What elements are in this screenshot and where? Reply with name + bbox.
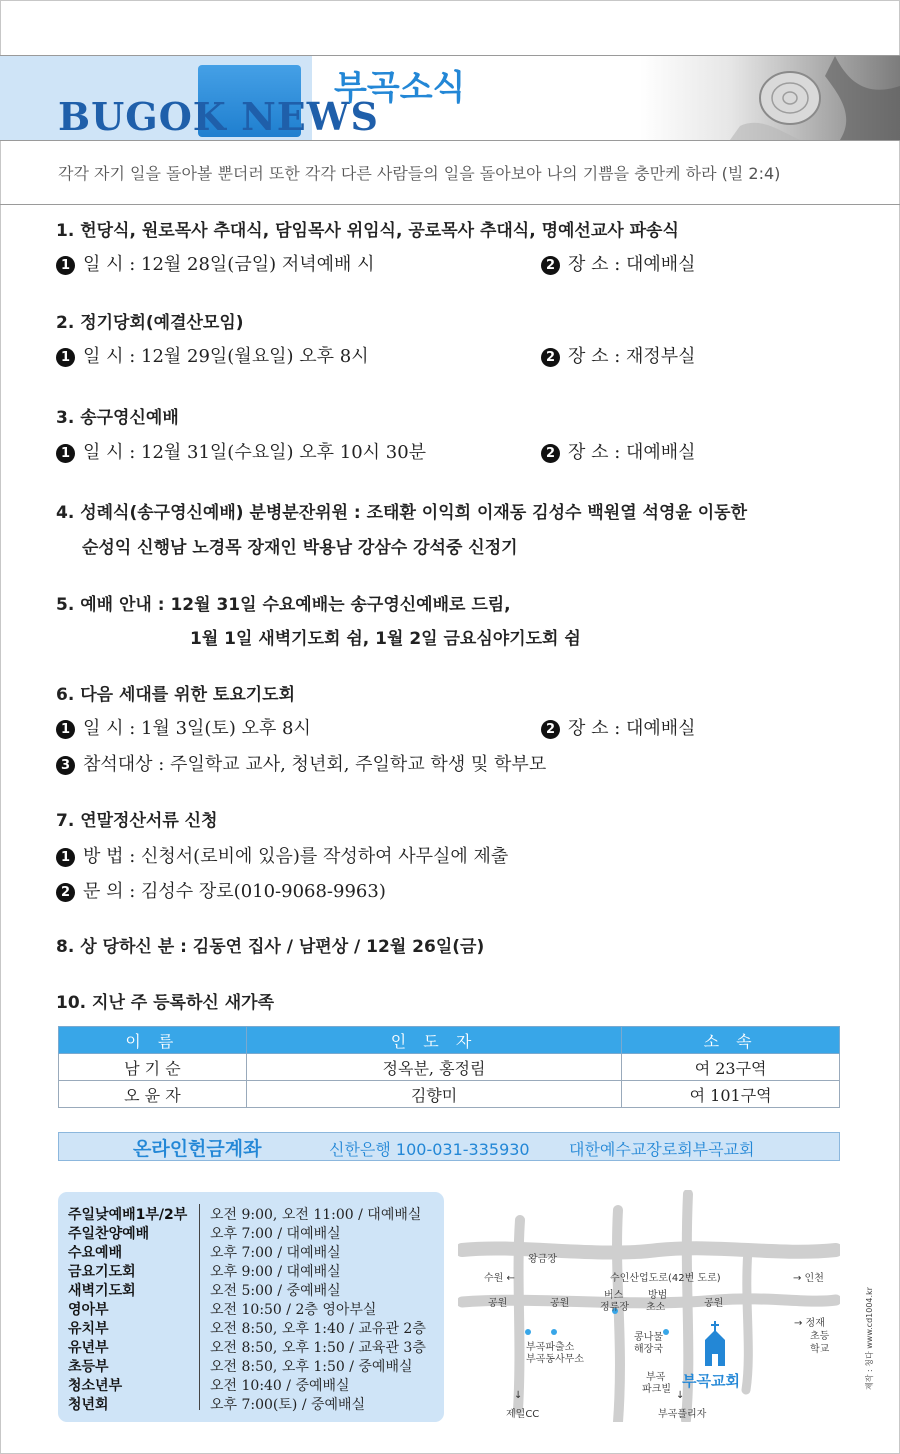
- notice-3-title: 3. 송구영신예배: [56, 408, 179, 428]
- notice-7-method-text: 방 법 : 신청서(로비에 있음)를 작성하여 사무실에 제출: [83, 846, 509, 867]
- header-divider: [0, 204, 900, 205]
- notice-3-time: [56, 438, 426, 464]
- marker-1: 1: [56, 444, 75, 463]
- schedule-value: 오전 8:50, 오후 1:40 / 교유관 2층: [210, 1321, 426, 1337]
- schedule-label: 주일찬양예배: [68, 1226, 150, 1242]
- header-photo: [640, 56, 900, 140]
- notice-4-line-1: 4. 성례식(송구영신예배) 분병분잔위원 : 조태환 이익희 이재동 김성수 백원열 석영윤 이동한: [56, 503, 747, 523]
- map-label-elementary: 초등: [810, 1331, 830, 1342]
- header-name: 이 름: [59, 1027, 247, 1054]
- map-label-bus: 버스: [604, 1290, 624, 1301]
- marker-3: 3: [56, 756, 75, 775]
- map-arrow-jeil: ↓: [514, 1390, 523, 1401]
- map-label-parkville: 파크빌: [642, 1384, 671, 1395]
- schedule-value: 오전 10:40 / 중예배실: [210, 1378, 350, 1394]
- marker-2: 2: [541, 256, 560, 275]
- notice-2-place: [541, 342, 696, 368]
- schedule-label: 초등부: [68, 1359, 109, 1375]
- map-label-police-box-2: 초소: [646, 1302, 666, 1313]
- notice-6-time: [56, 714, 311, 740]
- table-row: [59, 1054, 840, 1081]
- marker-1: 1: [56, 848, 75, 867]
- cell-guide: 정옥분, 홍정림: [246, 1054, 621, 1081]
- schedule-label: 주일낮예배1부/2부: [68, 1207, 188, 1223]
- schedule-divider: [199, 1204, 200, 1410]
- cell-group: 여 101구역: [622, 1081, 840, 1108]
- credit-text: 제작 : 청다 www.cd1004.kr: [865, 1287, 874, 1390]
- header-guide: 인 도 자: [246, 1027, 621, 1054]
- worship-schedule: [58, 1192, 444, 1422]
- notice-7-title: 7. 연말정산서류 신청: [56, 811, 218, 831]
- schedule-label: 청소년부: [68, 1378, 123, 1394]
- map-label-wanggeumjang: 왕금장: [528, 1254, 557, 1265]
- schedule-value: 오후 9:00 / 대예배실: [210, 1264, 341, 1280]
- notice-1-time: [56, 250, 375, 276]
- notice-6-place: [541, 714, 696, 740]
- map-label-jeil-cc: 제일CC: [506, 1409, 540, 1420]
- schedule-label: 수요예배: [68, 1245, 123, 1261]
- map-label-bugok: 부곡: [646, 1372, 666, 1383]
- marker-2: 2: [541, 444, 560, 463]
- map-label-haejangguk: 해장국: [634, 1344, 663, 1355]
- table-header-row: [59, 1027, 840, 1054]
- cell-guide: 김향미: [246, 1081, 621, 1108]
- marker-2: 2: [541, 720, 560, 739]
- map-label-road: 수인산업도로(42번 도로): [610, 1273, 721, 1284]
- notice-2-time-text: 일 시 : 12월 29일(월요일) 오후 8시: [83, 346, 369, 367]
- notice-3-place-text: 장 소 : 대예배실: [568, 442, 696, 463]
- notice-1-place: [541, 250, 696, 276]
- map-label-incheon: → 인천: [793, 1273, 824, 1284]
- notice-2-place-text: 장 소 : 재정부실: [568, 346, 696, 367]
- new-family-table: [58, 1026, 840, 1108]
- notice-3-time-text: 일 시 : 12월 31일(수요일) 오후 10시 30분: [83, 442, 427, 463]
- bugok-news-logo: BUGOK NEWS: [58, 94, 379, 139]
- map-label-park: 공원: [488, 1298, 508, 1309]
- banner-account-holder: 대한예수교장로회부곡교회: [569, 1140, 755, 1159]
- schedule-label: 청년회: [68, 1397, 109, 1413]
- map-label-jeongjae: → 정재: [794, 1318, 825, 1329]
- schedule-label: 금요기도회: [68, 1264, 136, 1280]
- schedule-value: 오전 9:00, 오전 11:00 / 대예배실: [210, 1207, 422, 1223]
- notice-6-target-text: 참석대상 : 주일학교 교사, 청년회, 주일학교 학생 및 학부모: [83, 754, 547, 775]
- notice-6-place-text: 장 소 : 대예배실: [568, 718, 696, 739]
- map-label-park: 공원: [704, 1298, 724, 1309]
- table-row: [59, 1081, 840, 1108]
- notice-2-title: 2. 정기당회(예결산모임): [56, 313, 244, 333]
- schedule-label: 유년부: [68, 1340, 109, 1356]
- schedule-label: 새벽기도회: [68, 1283, 136, 1299]
- notice-8: 8. 상 당하신 분 : 김동연 집사 / 남편상 / 12월 26일(금): [56, 937, 485, 957]
- marker-2: 2: [541, 348, 560, 367]
- notice-10-title: 10. 지난 주 등록하신 새가족: [56, 993, 275, 1013]
- map-label-plaza: 부곡플리자: [658, 1409, 707, 1420]
- cell-name: 오 윤 자: [59, 1081, 247, 1108]
- map-label-kongnamul: 콩나물: [634, 1332, 663, 1343]
- notice-4-line-2: 순성익 신행남 노경목 장재인 박용남 강삼수 강석중 신정기: [82, 538, 518, 558]
- marker-2: 2: [56, 883, 75, 902]
- map-arrow-plaza: ↓: [676, 1390, 685, 1401]
- marker-1: 1: [56, 256, 75, 275]
- notice-1-place-text: 장 소 : 대예배실: [568, 254, 696, 275]
- schedule-value: 오전 8:50, 오후 1:50 / 중예배실: [210, 1359, 413, 1375]
- schedule-value: 오전 8:50, 오후 1:50 / 교육관 3층: [210, 1340, 426, 1356]
- map-label-police-station: 부곡파출소: [526, 1342, 575, 1353]
- scripture-verse: 각각 자기 일을 돌아볼 뿐더러 또한 각각 다른 사람들의 일을 돌아보아 나의 기쁨을 충만케 하라 (빌 2:4): [58, 164, 781, 183]
- map-label-school: 학교: [810, 1344, 830, 1355]
- schedule-value: 오후 7:00(토) / 중예배실: [210, 1397, 366, 1413]
- marker-1: 1: [56, 720, 75, 739]
- notice-6-title: 6. 다음 세대를 위한 토요기도회: [56, 685, 296, 705]
- schedule-label: 유치부: [68, 1321, 109, 1337]
- schedule-label: 영아부: [68, 1302, 109, 1318]
- notice-7-contact-text: 문 의 : 김성수 장로(010-9068-9963): [83, 881, 386, 902]
- map-label-church: 부곡교회: [682, 1372, 740, 1390]
- map-label-bus-stop: 정류장: [600, 1302, 629, 1313]
- notice-7-method: [56, 842, 508, 868]
- cell-group: 여 23구역: [622, 1054, 840, 1081]
- header-band: [0, 55, 900, 141]
- map-label-suwon: 수원 ←: [484, 1273, 515, 1284]
- schedule-value: 오전 10:50 / 2층 영아부실: [210, 1302, 377, 1318]
- notice-5-line-2: 1월 1일 새벽기도회 쉼, 1월 2일 금요심야기도회 쉼: [190, 629, 581, 649]
- notice-5-line-1: 5. 예배 안내 : 12월 31일 수요예배는 송구영신예배로 드림,: [56, 595, 511, 615]
- map-label-police-box: 방범: [648, 1290, 668, 1301]
- schedule-value: 오전 5:00 / 중예배실: [210, 1283, 341, 1299]
- notice-3-place: [541, 438, 696, 464]
- schedule-value: 오후 7:00 / 대예배실: [210, 1245, 341, 1261]
- page-title: 부곡소식: [334, 68, 466, 108]
- banner-bank-account: 신한은행 100-031-335930: [329, 1140, 530, 1159]
- banner-label: 온라인헌금계좌: [133, 1138, 262, 1160]
- marker-1: 1: [56, 348, 75, 367]
- notice-6-time-text: 일 시 : 1월 3일(토) 오후 8시: [83, 718, 311, 739]
- notice-1-title: 1. 헌당식, 원로목사 추대식, 담임목사 위임식, 공로목사 추대식, 명예선교사 파송식: [56, 221, 679, 241]
- notice-6-target: [56, 750, 546, 776]
- map-label-park: 공원: [550, 1298, 570, 1309]
- map-label-community-center: 부곡동사무소: [526, 1354, 584, 1365]
- cell-name: 남 기 순: [59, 1054, 247, 1081]
- online-offering-banner: [58, 1132, 840, 1161]
- notice-2-time: [56, 342, 369, 368]
- designer-credit: [858, 1262, 878, 1392]
- header-group: 소 속: [622, 1027, 840, 1054]
- notice-7-contact: [56, 877, 386, 903]
- schedule-value: 오후 7:00 / 대예배실: [210, 1226, 341, 1242]
- location-map: [458, 1190, 840, 1422]
- notice-1-time-text: 일 시 : 12월 28일(금일) 저녁예배 시: [83, 254, 375, 275]
